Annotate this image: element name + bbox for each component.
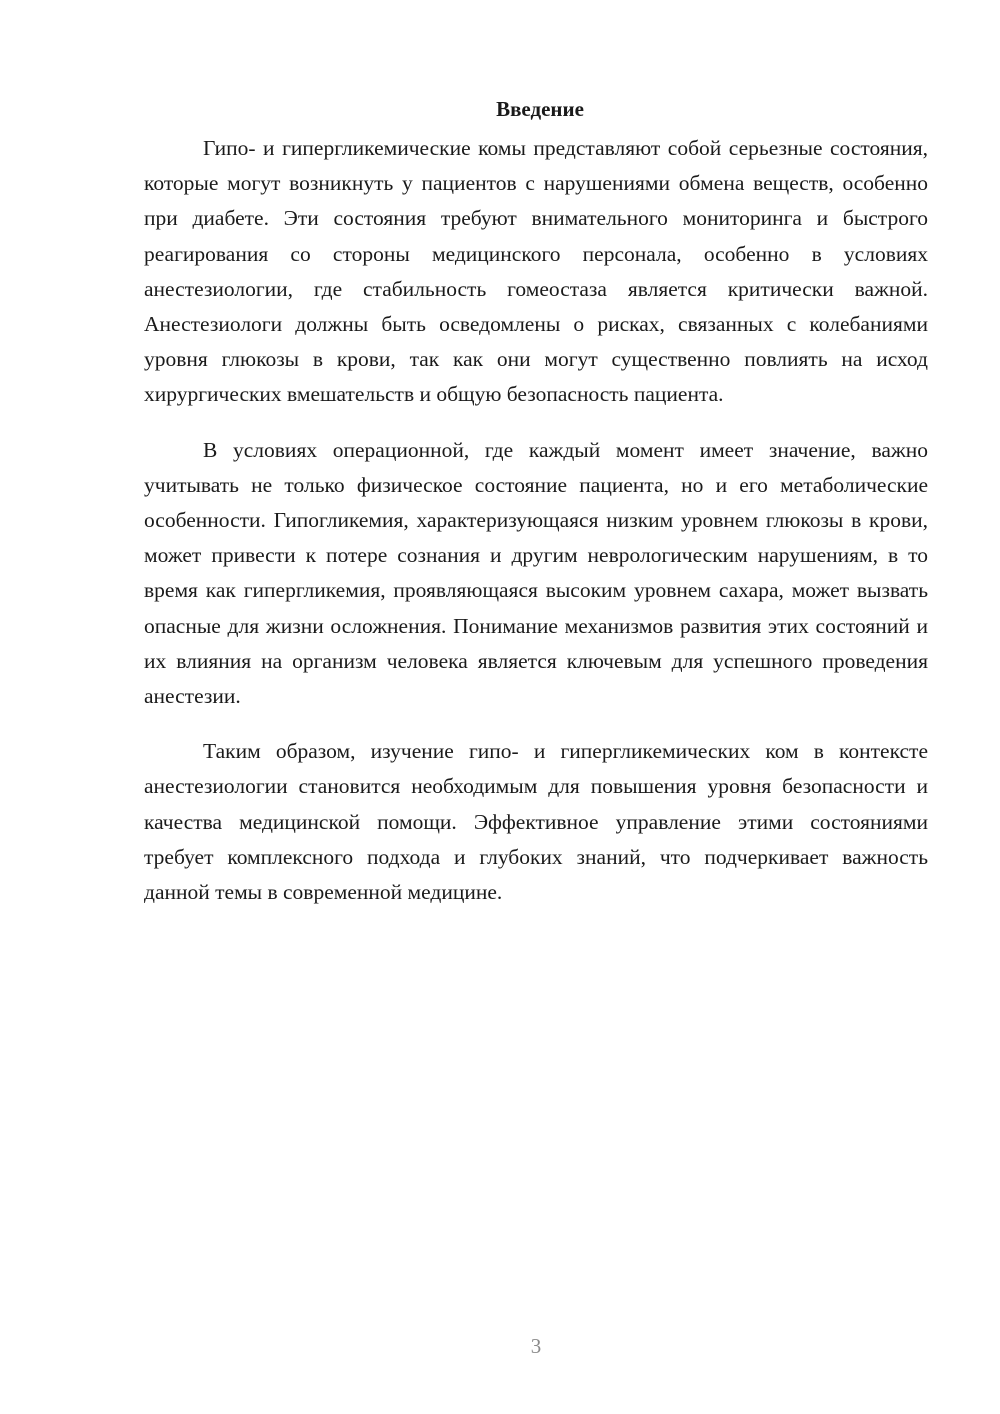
paragraph-3: Таким образом, изучение гипо- и гипергликемических ком в контексте анестезиологии становится необходимым для повышения уровня безопасности и качества медицинской помощи. Эффективное управление этими состояниями требует комплексного подхода и глубоких знаний, что подчеркивает важность данной темы в современной медицине. bbox=[144, 739, 928, 905]
page-number: 3 bbox=[530, 1334, 542, 1358]
page-content bbox=[144, 92, 928, 930]
paragraph-2: В условиях операционной, где каждый момент имеет значение, важно учитывать не только физическое состояние пациента, но и его метаболические особенности. Гипогликемия, характеризующаяся низким уровнем глюкозы в крови, может привести к потере сознания и другим неврологическим нарушениям, в то время как гипергликемия, проявляющаяся высоким уровнем сахара, может вызвать опасные для жизни осложнения. Понимание механизмов развития этих состояний и их влияния на организм человека является ключевым для успешного проведения анестезии. bbox=[144, 437, 928, 709]
paragraph-1: Гипо- и гипергликемические комы представляют собой серьезные состояния, которые могут возникнуть у пациентов с нарушениями обмена веществ, особенно при диабете. Эти состояния требуют внимательного мониторинга и быстрого реагирования со стороны медицинского персонала, особенно в условиях анестезиологии, где стабильность гомеостаза является критически важной. Анестезиологи должны быть осведомлены о рисках, связанных с колебаниями уровня глюкозы в крови, так как они могут существенно повлиять на исход хирургических вмешательств и общую безопасность пациента. bbox=[144, 136, 928, 407]
section-heading: Введение bbox=[496, 97, 584, 121]
